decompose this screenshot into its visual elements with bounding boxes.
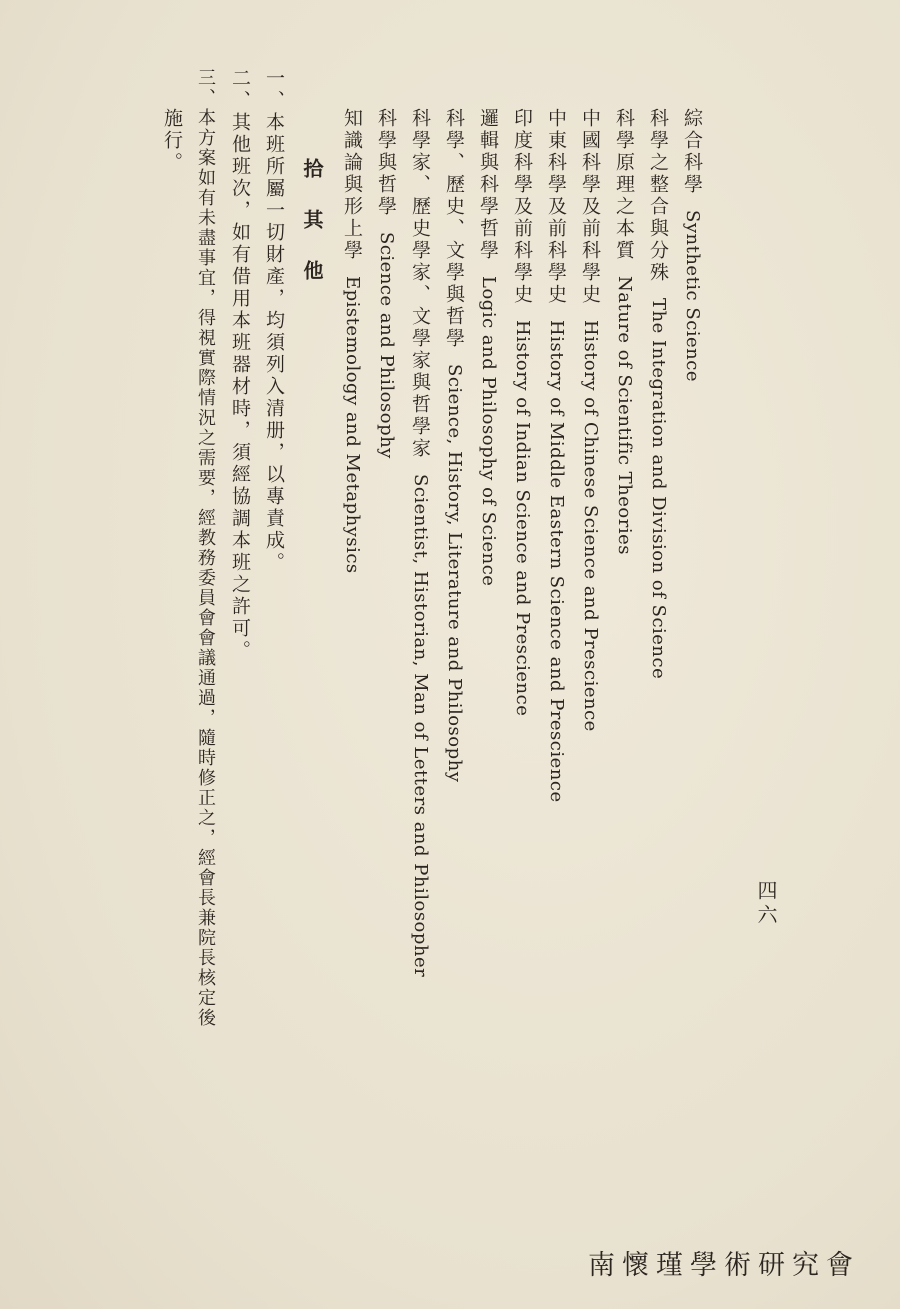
course-en: Synthetic Science	[682, 210, 703, 383]
course-item	[342, 108, 361, 574]
course-item	[648, 108, 667, 679]
course-en: Science and Philosophy	[376, 232, 397, 459]
course-en: Science, History, Literature and Philosophy	[444, 364, 465, 783]
course-zh: 印度科學及前科學史	[511, 108, 533, 306]
clause-item: 二、其他班次，如有借用本班器材時，須經協調本班之許可。	[229, 68, 251, 662]
course-zh: 科學、歷史、文學與哲學	[443, 108, 465, 350]
course-en: History of Chinese Science and Prescience	[580, 320, 601, 732]
course-item	[512, 108, 531, 716]
course-zh: 中東科學及前科學史	[545, 108, 567, 306]
publisher-footer: 南懷瑾學術研究會	[588, 1250, 860, 1281]
clause-item: 三、本方案如有未盡事宜，得視實際情況之需要，經教務委員會會議通過，隨時修正之，經會長兼院長核定後	[195, 68, 216, 1028]
course-en: Nature of Scientific Theories	[614, 276, 635, 555]
course-item	[580, 108, 599, 732]
course-zh: 科學與哲學	[375, 108, 397, 218]
clause-item: 一、本班所屬一切財產，均須列入清册，以專責成。	[263, 68, 285, 574]
course-item	[682, 108, 701, 382]
course-zh: 科學原理之本質	[613, 108, 635, 262]
course-item	[444, 108, 463, 782]
course-zh: 科學家、歷史學家、文學家與哲學家	[409, 108, 431, 460]
course-item	[546, 108, 565, 803]
course-en: History of Indian Science and Prescience	[512, 320, 533, 717]
course-en: History of Middle Eastern Science and Prescience	[546, 320, 567, 803]
course-item	[478, 108, 497, 586]
course-zh: 知識論與形上學	[341, 108, 363, 262]
course-item	[614, 108, 633, 555]
course-zh: 綜合科學	[681, 108, 703, 196]
course-item	[410, 108, 429, 977]
course-zh: 科學之整合與分殊	[647, 108, 669, 284]
clause-item: 施行。	[161, 108, 183, 174]
course-zh: 中國科學及前科學史	[579, 108, 601, 306]
section-heading: 拾 其 他	[300, 158, 324, 292]
course-en: Logic and Philosophy of Science	[478, 276, 499, 587]
course-en: The Integration and Division of Science	[648, 298, 669, 680]
course-en: Epistemology and Metaphysics	[342, 276, 363, 574]
course-en: Scientist, Historian, Man of Letters and Philosopher	[410, 474, 431, 978]
course-zh: 邏輯與科學哲學	[477, 108, 499, 262]
course-item	[376, 108, 395, 459]
page-number: 四六	[754, 880, 778, 928]
